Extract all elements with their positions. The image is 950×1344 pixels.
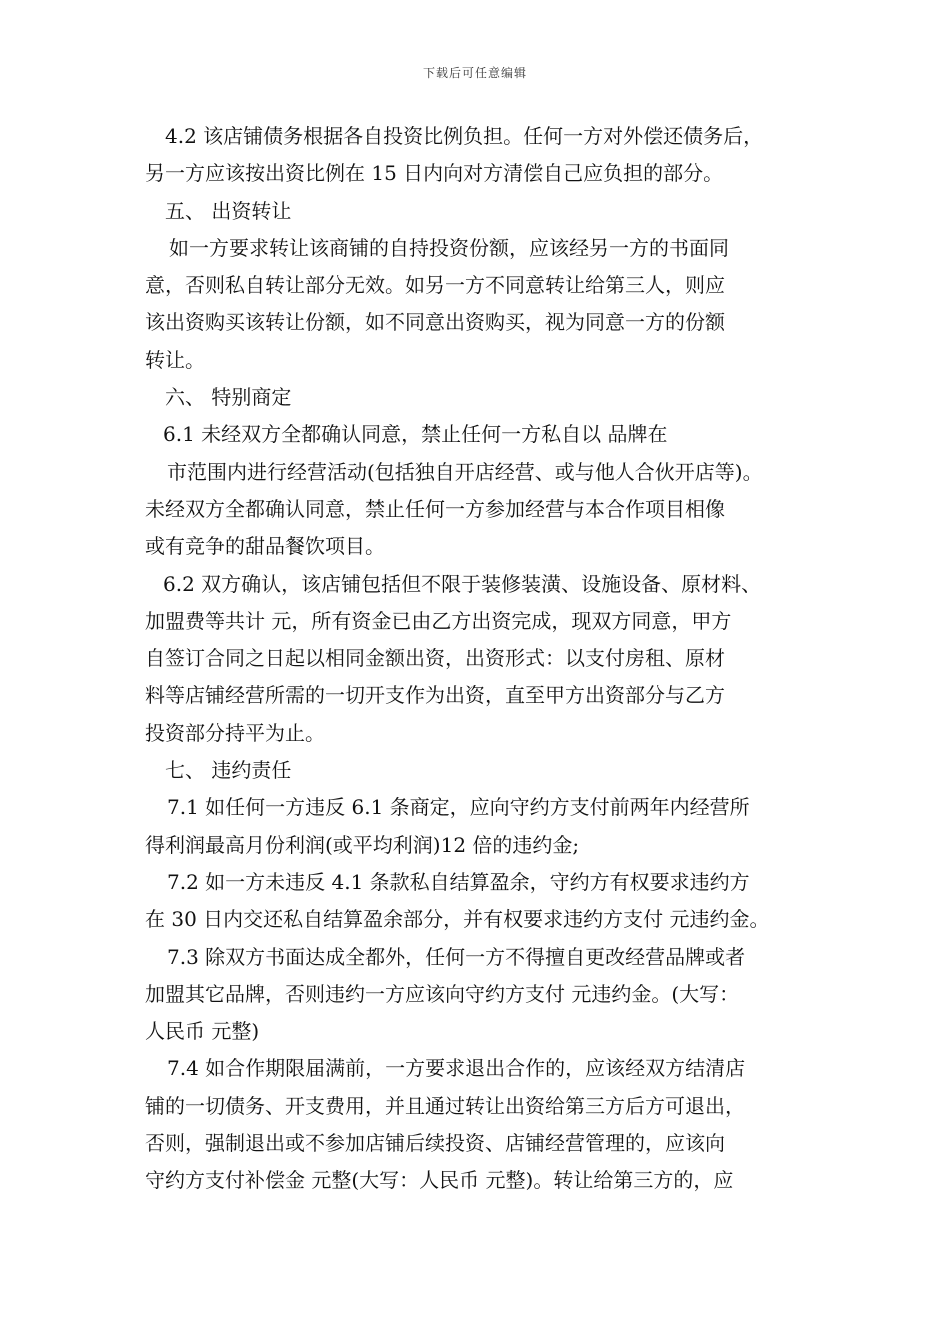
paragraph-7-1-line-2: 得利润最高月份利润(或平均利润)12 倍的违约金;: [145, 832, 580, 857]
paragraph-7-2-line-2: 在 30 日内交还私自结算盈余部分，并有权要求违约方支付 元违约金。: [145, 907, 770, 932]
paragraph-7-3-line-2: 加盟其它品牌，否则违约一方应该向守约方支付 元违约金。(大写：: [145, 981, 740, 1006]
paragraph-6-1-line-1: 6.1 未经双方全都确认同意，禁止任何一方私自以 品牌在: [163, 422, 668, 447]
paragraph-5-line-3: 该出资购买该转让份额，如不同意出资购买，视为同意一方的份额: [145, 310, 725, 335]
paragraph-6-2-line-2: 加盟费等共计 元，所有资金已由乙方出资完成，现双方同意，甲方: [145, 608, 732, 633]
paragraph-4-2-line-2: 另一方应该按出资比例在 15 日内向对方清偿自己应负担的部分。: [145, 161, 724, 186]
paragraph-7-4-line-4: 守约方支付补偿金 元整(大写：人民币 元整)。转让给第三方的，应: [145, 1168, 734, 1193]
paragraph-7-4-line-3: 否则，强制退出或不参加店铺后续投资、店铺经营管理的，应该向: [145, 1131, 725, 1156]
paragraph-7-1-line-1: 7.1 如任何一方违反 6.1 条商定，应向守约方支付前两年内经营所: [167, 795, 750, 820]
section-heading-6: 六、 特别商定: [165, 385, 292, 410]
paragraph-6-1-line-4: 或有竞争的甜品餐饮项目。: [145, 534, 385, 559]
paragraph-6-2-line-1: 6.2 双方确认，该店铺包括但不限于装修装潢、设施设备、原材料、: [163, 571, 762, 596]
paragraph-4-2-line-1: 4.2 该店铺债务根据各自投资比例负担。任何一方对外偿还债务后，: [165, 124, 764, 148]
paragraph-6-2-line-3: 自签订合同之日起以相同金额出资，出资形式：以支付房租、原材: [145, 646, 725, 671]
paragraph-5-line-2: 意，否则私自转让部分无效。如另一方不同意转让给第三人，则应: [145, 273, 725, 298]
paragraph-5-line-1: 如一方要求转让该商铺的自持投资份额，应该经另一方的书面同: [169, 235, 729, 260]
paragraph-6-1-line-2: 市范围内进行经营活动(包括独自开店经营、或与他人合伙开店等)。: [167, 459, 763, 484]
paragraph-5-line-4: 转让。: [145, 347, 205, 372]
paragraph-7-4-line-1: 7.4 如合作期限届满前，一方要求退出合作的，应该经双方结清店: [167, 1056, 746, 1081]
paragraph-7-3-line-3: 人民币 元整): [145, 1019, 260, 1044]
paragraph-7-4-line-2: 铺的一切债务、开支费用，并且通过转让出资给第三方后方可退出，: [145, 1093, 745, 1118]
section-heading-5: 五、 出资转让: [165, 198, 292, 223]
paragraph-6-2-line-5: 投资部分持平为止。: [145, 720, 325, 745]
paragraph-7-2-line-1: 7.2 如一方未违反 4.1 条款私自结算盈余，守约方有权要求违约方: [167, 869, 750, 894]
paragraph-7-3-line-1: 7.3 除双方书面达成全都外，任何一方不得擅自更改经营品牌或者: [167, 944, 746, 969]
section-heading-7: 七、 违约责任: [165, 758, 292, 783]
paragraph-6-2-line-4: 料等店铺经营所需的一切开支作为出资，直至甲方出资部分与乙方: [145, 683, 725, 708]
document-body: [145, 118, 815, 1200]
paragraph-6-1-line-3: 未经双方全都确认同意，禁止任何一方参加经营与本合作项目相像: [145, 496, 725, 521]
page-header: 下载后可任意编辑: [422, 66, 527, 80]
